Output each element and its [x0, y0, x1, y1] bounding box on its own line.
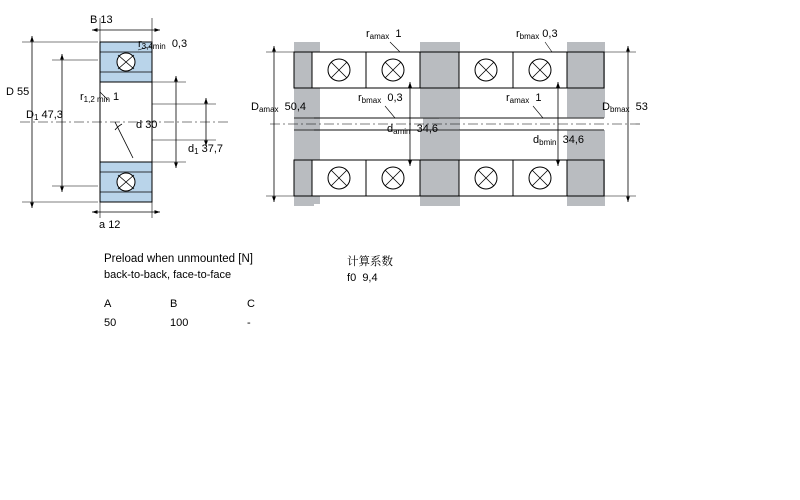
label-d: d 30 — [136, 119, 158, 131]
label-Damax: $D_{amax}$ 50,4 — [251, 101, 307, 114]
label-d1: $d_1$ 37,7 — [188, 143, 224, 156]
preload-col-header-c: C — [247, 298, 255, 310]
label-r34min: $r_{3,4min}$ 0,3 — [138, 38, 188, 51]
label-D1: $D_1$ 47,3 — [26, 109, 63, 122]
label-a: a 12 — [99, 219, 121, 231]
preload-value-a: 50 — [104, 317, 117, 329]
preload-col-header-b: B — [170, 298, 178, 310]
factor-table-title: 计算系数 — [347, 256, 393, 268]
label-dbmin: $d_{bmin}$ 34,6 — [533, 134, 585, 147]
label-B: B 13 — [90, 14, 113, 26]
preload-value-c: - — [247, 317, 251, 329]
label-damin: $d_{amin}$ 34,6 — [387, 123, 439, 136]
label-r12min: $r_{1,2 min}$ 1 — [80, 91, 120, 104]
label-D: D 55 — [6, 86, 30, 98]
right-bearing-pair-group — [266, 42, 640, 206]
label-Dbmax: $D_{bmax}$ 53 — [602, 101, 648, 114]
preload-col-header-a: A — [104, 298, 112, 310]
preload-table-title: Preload when unmounted [N] — [104, 253, 253, 265]
label-ramax-top-left: $r_{amax}$ 1 — [366, 28, 402, 41]
label-rbmax-mid: $r_{bmax}$ 0,3 — [358, 92, 403, 105]
factor-row-f0: f0 9,4 — [347, 272, 378, 284]
preload-table-subtitle: back-to-back, face-to-face — [104, 269, 232, 281]
label-rbmax-top-right: $r_{bmax}$ 0,3 — [516, 28, 558, 41]
label-ramax-mid: $r_{amax}$ 1 — [506, 92, 542, 105]
preload-value-b: 100 — [170, 317, 189, 329]
